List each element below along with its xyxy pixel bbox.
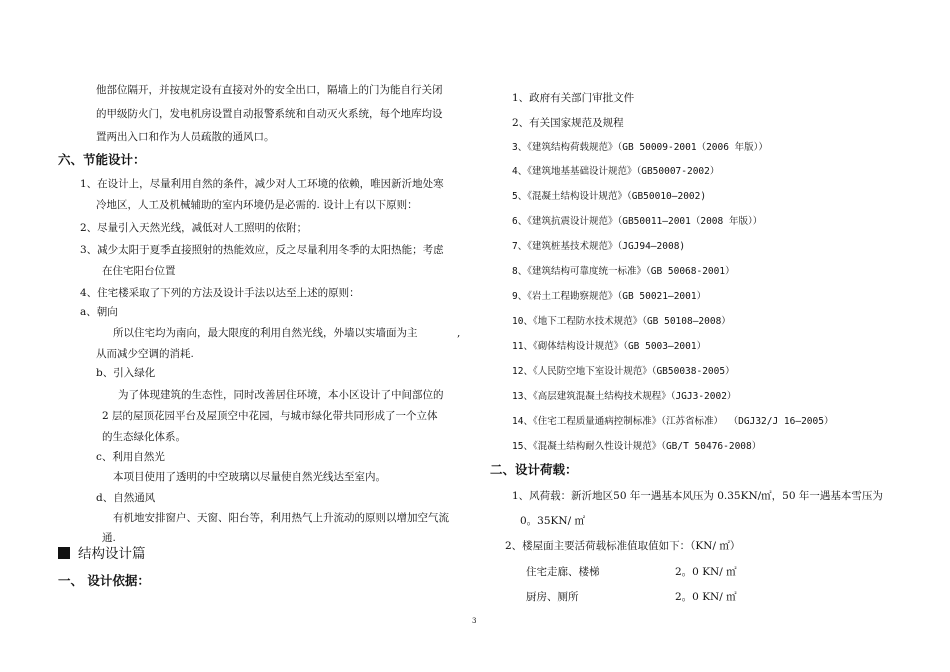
basis-item: 12、《人民防空地下室设计规范》（GB50038-2005） [512, 366, 735, 377]
list-item: 3、减少太阳于夏季直接照射的热能效应，反之尽量利用冬季的太阳热能；考虑 [80, 244, 444, 256]
basis-item: 9、《岩土工程勘察规范》（GB 50021—2001） [512, 291, 707, 302]
paragraph-line: 2、楼屋面主要活荷载标准值取值如下：（KN/ ㎡） [505, 540, 741, 552]
paragraph-line: 的生态绿化体系。 [102, 431, 186, 443]
paragraph-line: 他部位隔开，并按规定设有直接对外的安全出口，隔墙上的门为能自行关闭 [96, 84, 443, 96]
subheading: a、朝向 [80, 306, 118, 318]
subheading: b、引入绿化 [96, 367, 156, 379]
basis-item: 3、《建筑结构荷载规范》（GB 50009-2001（2006 年版）） [512, 142, 768, 153]
basis-item: 11、《砌体结构设计规范》（GB 5003—2001） [512, 341, 707, 352]
paragraph-line: 的甲级防火门，发电机房设置自动报警系统和自动灭火系统，每个地库均设 [96, 108, 443, 120]
list-item-continued: 冷地区，人工及机械辅助的室内环境仍是必需的. 设计上有以下原则： [96, 199, 418, 211]
page-number: 3 [472, 617, 477, 625]
section-heading-loads: 二、设计荷载： [490, 462, 578, 477]
comma-mark: , [457, 327, 461, 339]
paragraph-line: 为了体现建筑的生态性，同时改善居住环境，本小区设计了中间部位的 [118, 389, 444, 401]
basis-item: 7、《建筑桩基技术规范》（JGJ94—2008) [512, 241, 686, 252]
basis-item: 6、《建筑抗震设计规范》（GB50011—2001（2008 年版）） [512, 216, 763, 227]
load-name: 厨房、厕所 [526, 591, 579, 603]
basis-item: 13、《高层建筑混凝土结构技术规程》（JGJ3-2002） [512, 391, 737, 402]
chapter-heading-text: 结构设计篇 [78, 546, 146, 562]
load-name: 住宅走廊、楼梯 [526, 566, 600, 578]
basis-item: 5、《混凝土结构设计规范》（GB50010—2002) [512, 191, 707, 202]
paragraph-line: 本项目使用了透明的中空玻璃以尽量使自然光线达至室内。 [113, 471, 386, 483]
paragraph-line: 从而减少空调的消耗. [96, 348, 194, 360]
basis-item: 10、《地下工程防水技术规范》（GB 50108—2008） [512, 316, 731, 327]
chapter-heading [58, 547, 146, 561]
paragraph-line: 0。35KN/ ㎡ [520, 515, 585, 527]
paragraph-line: 所以住宅均为南向，最大限度的利用自然光线，外墙以实墙面为主 [113, 327, 418, 339]
list-item-continued: 在住宅阳台位置 [102, 265, 176, 277]
paragraph-line: 1、风荷载：新沂地区50 年一遇基本风压为 0.35KN/㎡，50 年一遇基本雪压为 [512, 490, 883, 502]
section-heading-energy: 六、节能设计： [58, 152, 146, 167]
square-bullet-icon [58, 547, 70, 559]
list-item: 4、住宅楼采取了下列的方法及设计手法以达至上述的原则： [80, 287, 360, 299]
list-item: 1、在设计上，尽量利用自然的条件，减少对人工环境的依赖，唯因新沂地处寒 [80, 178, 444, 190]
load-value: 2。0 KN/ ㎡ [675, 591, 737, 603]
basis-item: 4、《建筑地基基础设计规范》（GB50007-2002） [512, 166, 720, 177]
basis-item: 8、《建筑结构可靠度统一标准》（GB 50068-2001） [512, 266, 735, 277]
basis-item: 1、政府有关部门审批文件 [512, 92, 635, 104]
basis-item: 2、有关国家规范及规程 [512, 117, 624, 129]
basis-item: 15、《混凝土结构耐久性设计规范》（GB/T 50476-2008） [512, 441, 762, 452]
section-heading-basis: 一、 设计依据： [58, 573, 150, 588]
list-item: 2、尽量引入天然光线，减低对人工照明的依附； [80, 222, 308, 234]
paragraph-line: 2 层的屋顶花园平台及屋顶空中花园，与城市绿化带共同形成了一个立体 [102, 410, 438, 422]
subheading: c、利用自然光 [96, 451, 165, 463]
load-value: 2。0 KN/ ㎡ [675, 566, 737, 578]
basis-item: 14、《住宅工程质量通病控制标准》（江苏省标准） （DGJ32/J 16—2005） [512, 416, 834, 427]
paragraph-line: 有机地安排窗户、天窗、阳台等，利用热气上升流动的原则以增加空气流 [113, 512, 449, 524]
paragraph-line: 置两出入口和作为人员疏散的通风口。 [96, 131, 275, 143]
paragraph-line: 通. [102, 532, 116, 544]
subheading: d、自然通风 [96, 492, 156, 504]
